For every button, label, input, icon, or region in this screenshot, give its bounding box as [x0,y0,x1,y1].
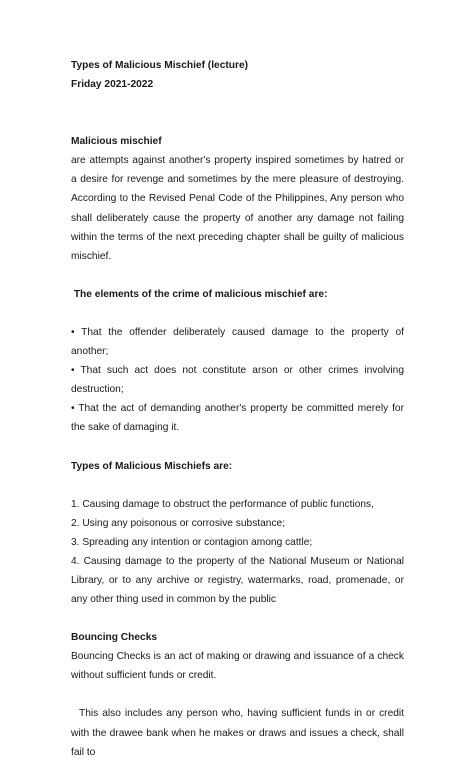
list-item-element-1: • That the offender deliberately caused damage to the property of another; [71,326,404,358]
section-heading-bouncing-checks: Bouncing Checks [71,632,158,644]
section-heading-elements: The elements of the crime of malicious mischief are: [71,288,328,300]
list-item-type-4: 4. Causing damage to the property of the National Museum or National Library, or to any archive or registry, watermarks, road, promenade, or any other thing used in common by the public [71,555,404,606]
list-item-element-2: • That such act does not constitute arson or other crimes involving destruction; [71,365,404,396]
section-body-bouncing-checks-continued: This also includes any person who, having sufficient funds in or credit with the drawee bank when he makes or draws and issues a check, shall fail to [71,708,407,758]
list-item-type-1: 1. Causing damage to obstruct the performance of public functions, [71,498,374,510]
section-heading-malicious-mischief: Malicious mischief [71,136,162,148]
document-page [71,56,407,762]
list-item-type-3: 3. Spreading any intention or contagion among cattle; [71,536,313,548]
section-body-malicious-mischief: are attempts against another's property inspired sometimes by hatred or a desire for revenge and sometimes by the mere pleasure of destroying. According to the Revised Penal Code of the Philippines, Any person who shall deliberately cause the property of another any damage not failing within the terms of the next preceding chapter shall be guilty of malicious mischief. [71,155,404,262]
document-subtitle: Friday 2021-2022 [71,79,154,91]
document-title: Types of Malicious Mischief (lecture) [71,60,248,71]
list-item-element-3: • That the act of demanding another's property be committed merely for the sake of damaging it. [71,403,404,434]
section-heading-types: Types of Malicious Mischiefs are: [71,460,233,472]
list-item-type-2: 2. Using any poisonous or corrosive substance; [71,517,286,529]
section-body-bouncing-checks: Bouncing Checks is an act of making or drawing and issuance of a check without sufficient funds or credit. [71,651,404,682]
